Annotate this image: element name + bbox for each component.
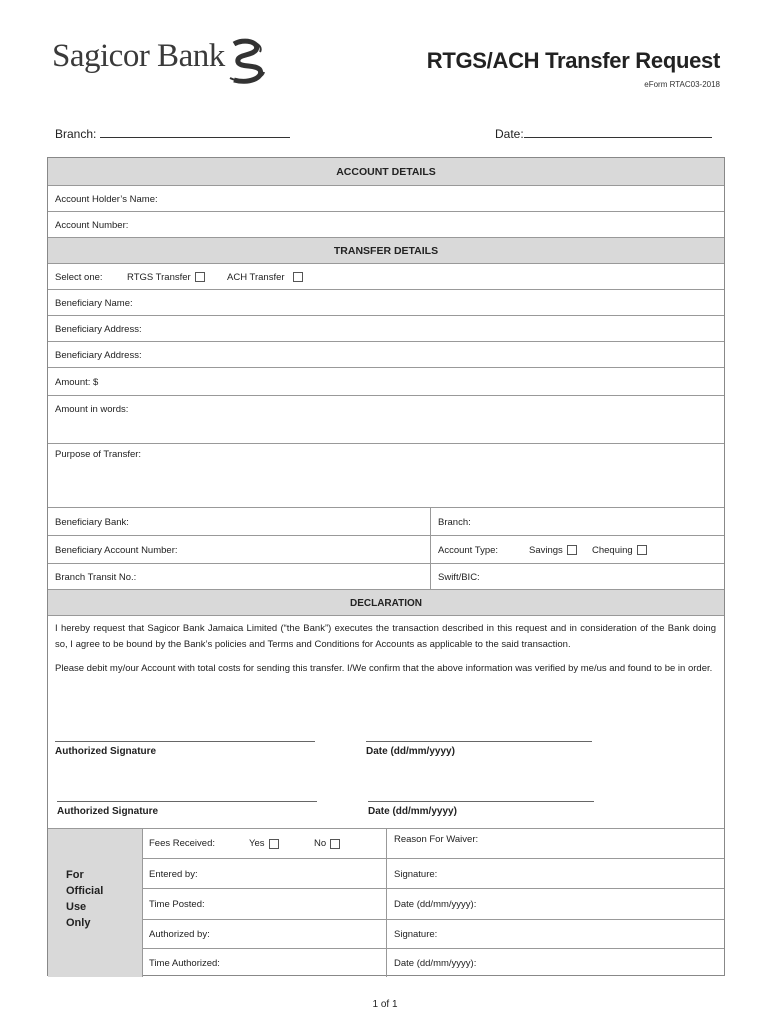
holder-name-row[interactable]: [48, 185, 724, 212]
ach-label: ACH Transfer: [227, 271, 285, 283]
fees-no-option[interactable]: [307, 829, 340, 858]
purpose-row[interactable]: [48, 443, 724, 508]
declaration-heading: DECLARATION: [349, 597, 423, 609]
fees-yes-option[interactable]: [242, 829, 279, 858]
beneficiary-name-row[interactable]: [48, 289, 724, 316]
date-label: Date:: [495, 127, 524, 141]
signature-line-2[interactable]: [57, 801, 317, 802]
date-blank[interactable]: [524, 127, 712, 138]
signature-label-1: Signature:: [394, 868, 438, 880]
amount-label: Amount: $: [55, 376, 99, 388]
select-one-row: [48, 263, 724, 290]
official-row-time-authorized: [142, 948, 724, 978]
ach-option[interactable]: [220, 264, 303, 290]
rtgs-checkbox[interactable]: [195, 272, 205, 282]
eform-code: eForm RTAC03-2018: [644, 80, 720, 89]
official-row-authorized: [142, 919, 724, 949]
date-label-official-1: Date (dd/mm/yyyy):: [394, 899, 477, 910]
official-line-2: Official: [66, 885, 104, 897]
date-label-1: Date (dd/mm/yyyy): [366, 746, 455, 757]
date-line-1[interactable]: [366, 741, 592, 742]
transfer-form: [47, 157, 725, 976]
beneficiary-account-row[interactable]: [48, 535, 724, 564]
official-row-posted: [142, 888, 724, 920]
chequing-label: Chequing: [592, 544, 633, 556]
beneficiary-name-label: Beneficiary Name:: [55, 297, 133, 309]
beneficiary-bank-row[interactable]: [48, 507, 724, 536]
official-line-1: For: [66, 869, 84, 881]
bank-logo-text: Sagicor Bank: [52, 38, 225, 74]
date-line-2[interactable]: [368, 801, 594, 802]
signature-line-1[interactable]: [55, 741, 315, 742]
savings-label: Savings: [529, 544, 563, 556]
amount-row[interactable]: [48, 367, 724, 396]
declaration-paragraph-1: I hereby request that Sagicor Bank Jamaica Limited (“the Bank”) executes the transaction described in this request and in consideration of the Bank doing so, I agree to be bound by the Bank’s policies and Terms and Conditions for Accounts as applicable to the said transaction.: [55, 623, 716, 650]
purpose-label: Purpose of Transfer:: [55, 449, 142, 460]
transfer-details-header: [48, 237, 724, 264]
branch-label: Branch:: [55, 127, 97, 141]
time-posted-label: Time Posted:: [149, 899, 205, 910]
account-number-row[interactable]: [48, 211, 724, 238]
swift-label: Swift/BIC:: [438, 571, 480, 583]
official-row-entered: [142, 858, 724, 889]
beneficiary-address-label-1: Beneficiary Address:: [55, 323, 142, 335]
declaration-body: [48, 615, 724, 829]
beneficiary-account-number-label: Beneficiary Account Number:: [55, 544, 178, 556]
sagicor-logo-icon: [226, 38, 270, 84]
form-title: RTGS/ACH Transfer Request: [426, 48, 720, 73]
no-checkbox[interactable]: [330, 839, 340, 849]
transfer-details-heading: TRANSFER DETAILS: [333, 245, 439, 257]
declaration-paragraph-2: Please debit my/our Account with total costs for sending this transfer. I/We confirm that the above information was verified by me/us and found to be in order.: [55, 663, 713, 674]
reason-waiver-label: Reason For Waiver:: [394, 834, 479, 845]
branch-blank[interactable]: [100, 127, 290, 138]
authorized-signature-label-1: Authorized Signature: [55, 746, 157, 757]
account-details-heading: ACCOUNT DETAILS: [336, 165, 436, 178]
fees-received-label: Fees Received:: [149, 838, 216, 849]
date-label-official-2: Date (dd/mm/yyyy):: [394, 958, 477, 969]
official-use-label: [66, 867, 103, 931]
authorized-signature-label-2: Authorized Signature: [57, 806, 159, 817]
beneficiary-address-row-2[interactable]: [48, 341, 724, 368]
official-line-4: Only: [66, 917, 91, 929]
authorized-by-label: Authorized by:: [149, 929, 210, 940]
rtgs-label: RTGS Transfer: [127, 271, 191, 283]
chequing-option[interactable]: [585, 536, 647, 564]
page-number: 1 of 1: [372, 999, 398, 1010]
date-field[interactable]: [495, 127, 712, 141]
branch-transit-label: Branch Transit No.:: [55, 571, 137, 583]
beneficiary-bank-label: Beneficiary Bank:: [55, 516, 129, 528]
entered-by-label: Entered by:: [149, 868, 198, 880]
official-row-fees: [142, 829, 724, 858]
rtgs-option[interactable]: [120, 264, 205, 290]
signature-label-2: Signature:: [394, 929, 438, 940]
select-one-label: Select one:: [55, 271, 103, 283]
savings-option[interactable]: [522, 536, 577, 564]
savings-checkbox[interactable]: [567, 545, 577, 555]
official-use-label-cell: [48, 829, 142, 977]
amount-words-row[interactable]: [48, 395, 724, 444]
chequing-checkbox[interactable]: [637, 545, 647, 555]
beneficiary-branch-label: Branch:: [438, 516, 471, 528]
time-authorized-label: Time Authorized:: [149, 958, 220, 969]
branch-field[interactable]: [55, 127, 290, 141]
amount-words-label: Amount in words:: [55, 404, 129, 415]
branch-transit-row[interactable]: [48, 563, 724, 590]
holder-name-label: Account Holder’s Name:: [55, 193, 158, 205]
yes-label: Yes: [249, 838, 265, 849]
date-label-2: Date (dd/mm/yyyy): [368, 806, 457, 817]
account-details-header: [48, 158, 724, 185]
ach-checkbox[interactable]: [293, 272, 303, 282]
official-use-section: [48, 828, 724, 977]
official-line-3: Use: [66, 901, 87, 913]
yes-checkbox[interactable]: [269, 839, 279, 849]
beneficiary-address-label-2: Beneficiary Address:: [55, 349, 142, 361]
no-label: No: [314, 838, 327, 849]
account-number-label: Account Number:: [55, 219, 129, 231]
declaration-header: [48, 589, 724, 616]
beneficiary-address-row-1[interactable]: [48, 315, 724, 342]
account-type-label: Account Type:: [438, 544, 499, 556]
